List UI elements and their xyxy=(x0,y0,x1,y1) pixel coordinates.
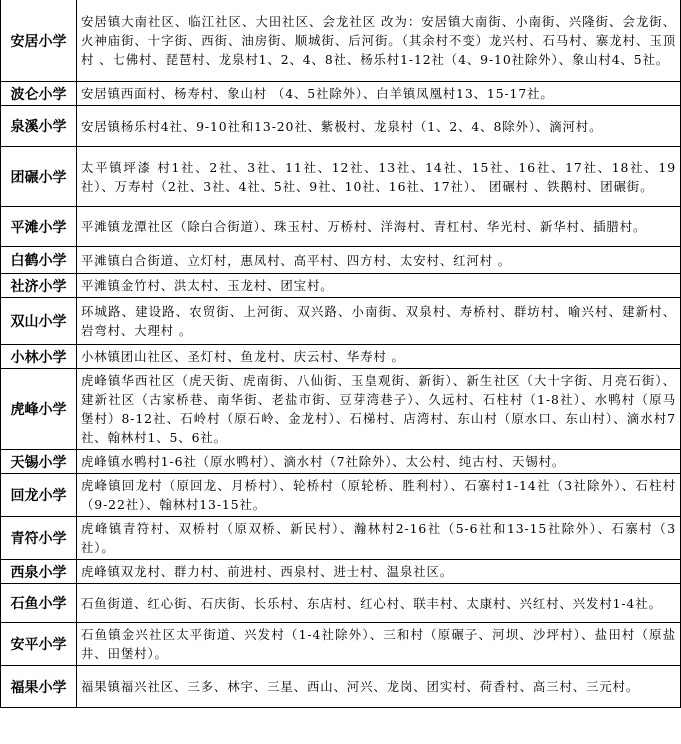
school-name: 小林小学 xyxy=(1,345,77,369)
district-area: 石鱼镇金兴社区太平街道、兴发村（1-4社除外）、三和村（原碾子、河坝、沙坪村）、盐田村（原盐井、田堡村）。 xyxy=(77,623,681,666)
table-row xyxy=(1,666,681,708)
school-name: 安平小学 xyxy=(1,623,77,666)
table-row xyxy=(1,345,681,369)
table-row xyxy=(1,106,681,147)
district-area: 太平镇坪漆 村1社、2社、3社、11社、12社、13社、14社、15社、16社、17社、18社、19社）、万寿村（2社、3社、4社、5社、9社、10社、16社、17社）、 团碾村 、铁鹅村、团碾街。 xyxy=(77,147,681,207)
district-area: 虎峰镇华西社区（虎天街、虎南街、八仙街、玉皇观街、新街）、新生社区（大十字街、月亮石街）、建新社区（古家桥巷、南华街、老盐市街、豆芽湾巷子）、久远村、石柱村（1-8社）、水鸭村（原马堡村）8-12社、石岭村（原石岭、金龙村）、石梯村、店湾村、东山村（原水口、东山村）、滴水村7社、翰林村1、5、6社。 xyxy=(77,369,681,450)
school-name: 回龙小学 xyxy=(1,474,77,517)
table-row xyxy=(1,623,681,666)
district-area: 虎峰镇回龙村（原回龙、月桥村）、轮桥村（原轮桥、胜利村）、石寨村1-14社（3社除外）、石柱村（9-22社）、翰林村13-15社。 xyxy=(77,474,681,517)
district-area: 平滩镇白合街道、立灯村，惠凤村、高平村、四方村、太安村、红河村 。 xyxy=(77,247,681,274)
district-area: 平滩镇金竹村、洪太村、玉龙村、团宝村。 xyxy=(77,274,681,298)
district-area: 虎峰镇青符村、双桥村（原双桥、新民村）、瀚林村2-16社（5-6社和13-15社除外）、石寨村（3社）。 xyxy=(77,517,681,560)
district-area: 环城路、建设路、农贸街、上河街、双兴路、小南街、双泉村、寿桥村、群坊村、喻兴村、建新村、岩弯村、大理村 。 xyxy=(77,298,681,345)
district-area: 虎峰镇水鸭村1-6社（原水鸭村）、滴水村（7社除外）、太公村、纯古村、天锡村。 xyxy=(77,450,681,474)
district-area: 小林镇团山社区、圣灯村、鱼龙村、庆云村、华寿村 。 xyxy=(77,345,681,369)
school-name: 团碾小学 xyxy=(1,147,77,207)
school-name: 泉溪小学 xyxy=(1,106,77,147)
table-row xyxy=(1,247,681,274)
school-name: 虎峰小学 xyxy=(1,369,77,450)
school-name: 安居小学 xyxy=(1,0,77,82)
table-row xyxy=(1,298,681,345)
school-name: 天锡小学 xyxy=(1,450,77,474)
table-row xyxy=(1,584,681,623)
district-area: 安居镇大南社区、临江社区、大田社区、会龙社区 改为：安居镇大南街、小南街、兴隆街、会龙街、火神庙街、十字街、西街、油房街、顺城街、后河街。（其余村不变）龙兴村、石马村、寨龙村、玉顶村 、七佛村、琵琶村、龙泉村1、2、4、8社、杨乐村1-12社（4、9-10社除外）、象山村4、5社。 xyxy=(77,0,681,82)
school-name: 双山小学 xyxy=(1,298,77,345)
table-row xyxy=(1,0,681,82)
table-row xyxy=(1,147,681,207)
school-name: 福果小学 xyxy=(1,666,77,708)
table-row xyxy=(1,474,681,517)
table-row xyxy=(1,517,681,560)
table-row xyxy=(1,560,681,584)
table-row xyxy=(1,274,681,298)
district-area: 安居镇杨乐村4社、9-10社和13-20社、紫极村、龙泉村（1、2、4、8除外）、滴河村。 xyxy=(77,106,681,147)
table-row xyxy=(1,82,681,106)
table-row xyxy=(1,450,681,474)
table-row xyxy=(1,207,681,247)
table-row xyxy=(1,369,681,450)
school-name: 石鱼小学 xyxy=(1,584,77,623)
district-area: 福果镇福兴社区、三多、林宇、三星、西山、河兴、龙岗、团实村、荷香村、高三村、三元村。 xyxy=(77,666,681,708)
district-area: 石鱼街道、红心街、石庆街、长乐村、东店村、红心村、联丰村、太康村、兴红村、兴发村1-4社。 xyxy=(77,584,681,623)
school-name: 西泉小学 xyxy=(1,560,77,584)
school-name: 平滩小学 xyxy=(1,207,77,247)
district-area: 平滩镇龙潭社区（除白合街道）、珠玉村、万桥村、洋海村、青杠村、华光村、新华村、插腊村。 xyxy=(77,207,681,247)
school-name: 社济小学 xyxy=(1,274,77,298)
district-area: 安居镇西面村、杨寿村、象山村 （4、5社除外）、白羊镇凤凰村13、15-17社。 xyxy=(77,82,681,106)
district-area: 虎峰镇双龙村、群力村、前进村、西泉村、进士村、温泉社区。 xyxy=(77,560,681,584)
school-name: 青符小学 xyxy=(1,517,77,560)
school-name: 白鹤小学 xyxy=(1,247,77,274)
school-name: 波仑小学 xyxy=(1,82,77,106)
